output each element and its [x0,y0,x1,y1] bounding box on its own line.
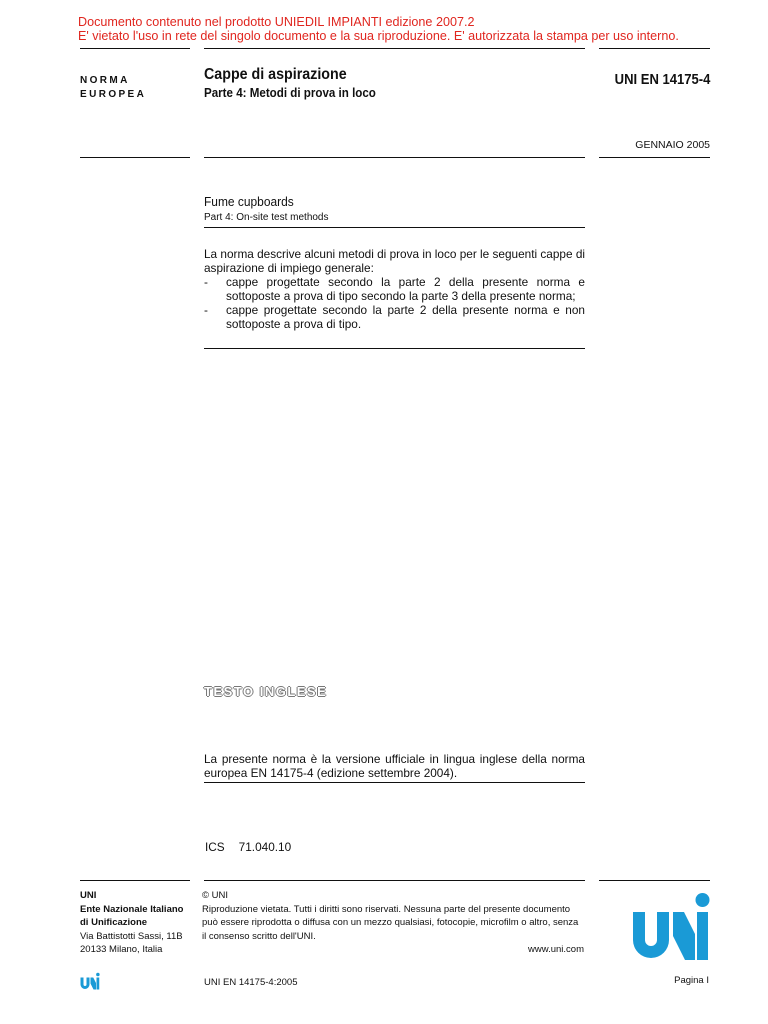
top-rule-right [599,48,710,49]
ics-label: ICS [205,840,225,854]
uni-logo-icon [631,890,711,962]
header-rule-right [599,157,710,158]
english-title-rule [204,227,585,228]
page-subtitle: Parte 4: Metodi di prova in loco [204,86,376,100]
ics-code: 71.040.10 [238,840,292,854]
notice-line-2: E' vietato l'uso in rete del singolo documento e la sua riproduzione. E' autorizzata la stampa per uso interno. [78,29,679,43]
copyright: © UNI [202,890,228,901]
english-title: Fume cupboards [204,194,294,209]
abstract-list [204,275,585,331]
copyright-block [202,889,584,957]
footer-document-code: UNI EN 14175-4:2005 [204,977,298,988]
footer-rule-middle [204,880,585,881]
publication-date: GENNAIO 2005 [635,139,710,151]
website-link[interactable]: www.uni.com [528,944,584,956]
org-name-1: Ente Nazionale Italiano [80,903,184,915]
page-number: Pagina I [674,975,709,986]
standard-code: UNI EN 14175-4 [614,72,710,88]
header-rule-left [80,157,190,158]
top-rule-left [80,48,190,49]
distribution-notice [78,15,679,43]
abstract-intro: La norma descrive alcuni metodi di prova in loco per le seguenti cappe di aspirazione di impiego generale: [204,247,585,275]
org-name-2: di Unificazione [80,917,148,929]
abstract-rule [204,348,585,349]
organization-info [80,889,183,957]
org-short: UNI [80,890,97,901]
footer-rule-right [599,880,710,881]
org-address-1: Via Battistotti Sassi, 11B [80,930,183,942]
norma-europea-label: NORMA EUROPEA [80,75,147,100]
notice-line-1: Documento contenuto nel prodotto UNIEDIL IMPIANTI edizione 2007.2 [78,15,475,29]
official-version-text: La presente norma è la versione ufficiale in lingua inglese della norma europea EN 14175-4 (edizione settembre 2004). [204,752,585,780]
official-rule [204,782,585,783]
ics-classification [205,840,291,854]
page-title: Cappe di aspirazione [204,66,347,83]
header-rule-middle [204,157,585,158]
testo-inglese-label: TESTO INGLESE [204,684,328,699]
rights-text: Riproduzione vietata. Tutti i diritti sono riservati. Nessuna parte del presente documento può essere riprodotta o diffusa con un mezzo qualsiasi, fotocopie, microfilm o altro, senza il consenso scritto dell'UNI. [202,903,579,942]
title-block [204,66,391,100]
english-subtitle: Part 4: On-site test methods [204,212,329,223]
uni-small-logo-icon [80,972,100,990]
abstract [204,247,585,331]
list-item: - cappe progettate secondo la parte 2 della presente norma e sottoposte a prova di tipo secondo la parte 3 della presente norma; [204,275,585,303]
footer-rule-left [80,880,190,881]
top-rule-middle [204,48,585,49]
list-item: - cappe progettate secondo la parte 2 della presente norma e non sottoposte a prova di tipo. [204,303,585,331]
org-address-2: 20133 Milano, Italia [80,944,163,956]
